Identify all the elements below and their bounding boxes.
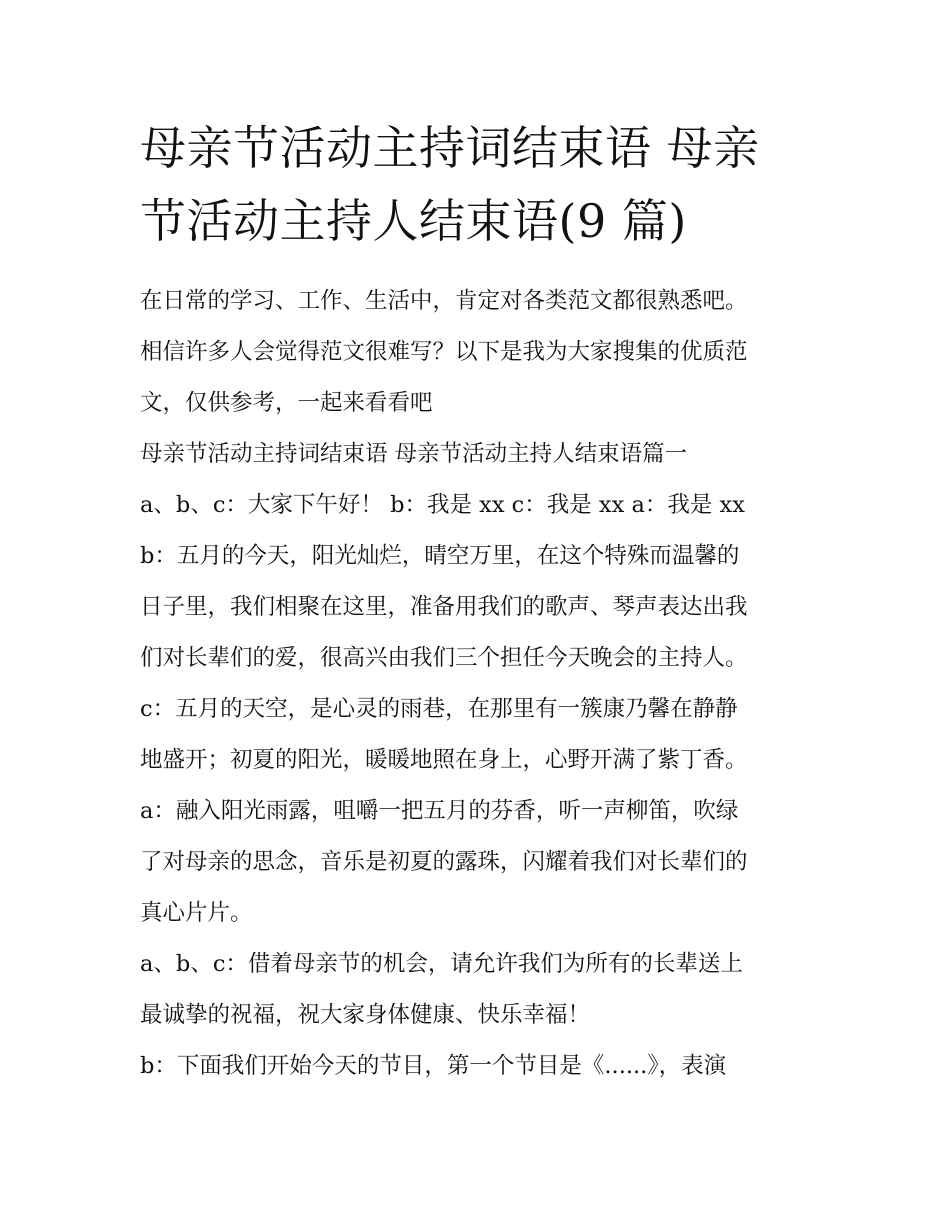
text-line: 日子里，我们相聚在这里，准备用我们的歌声、琴声表达出我 (140, 594, 748, 620)
text-line: 真心片片。 (140, 900, 253, 926)
text-line: 们对长辈们的爱，很高兴由我们三个担任今天晚会的主持人。 (140, 645, 748, 671)
title-line: 节活动主持人结束语(9 篇) (140, 194, 687, 248)
text-line: 在日常的学习、工作、生活中，肯定对各类范文都很熟悉吧。 (140, 288, 748, 314)
text-line: 了对母亲的思念，音乐是初夏的露珠，闪耀着我们对长辈们的 (140, 849, 748, 875)
title-line: 母亲节活动主持词结束语 母亲 (140, 121, 760, 175)
text-line: 相信许多人会觉得范文很难写？以下是我为大家搜集的优质范 (140, 339, 748, 365)
text-line: a、b、c：大家下午好！ b：我是 xx c：我是 xx a：我是 xx (140, 492, 745, 518)
text-line: a、b、c：借着母亲节的机会，请允许我们为所有的长辈送上 (140, 951, 743, 977)
text-line: 文，仅供参考，一起来看看吧 (140, 390, 433, 416)
text-line: a：融入阳光雨露，咀嚼一把五月的芬香，听一声柳笛，吹绿 (140, 798, 739, 824)
document-body (140, 276, 820, 1092)
section-heading: 母亲节活动主持词结束语 母亲节活动主持人结束语篇一 (140, 441, 688, 467)
text-line: b：下面我们开始今天的节目，第一个节目是《......》，表演 (140, 1053, 727, 1079)
text-line: c：五月的天空，是心灵的雨巷，在那里有一簇康乃馨在静静 (140, 696, 738, 722)
document-title (140, 112, 820, 258)
text-line: 地盛开；初夏的阳光，暖暖地照在身上，心野开满了紫丁香。 (140, 747, 748, 773)
text-line: 最诚挚的祝福，祝大家身体健康、快乐幸福！ (140, 1002, 591, 1028)
text-line: b：五月的今天，阳光灿烂，晴空万里，在这个特殊而温馨的 (140, 543, 740, 569)
